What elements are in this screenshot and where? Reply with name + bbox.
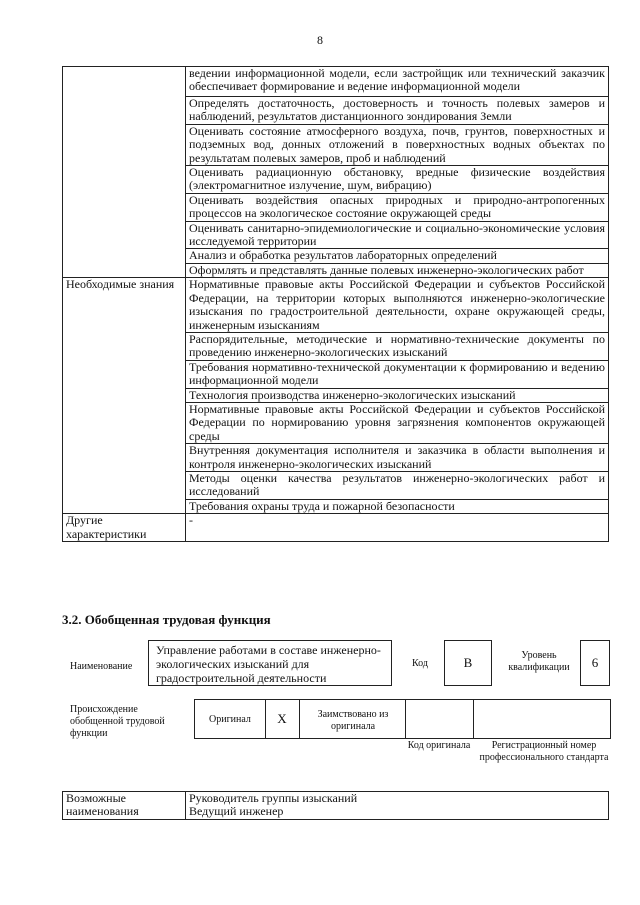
table-row: [63, 67, 609, 97]
level-label: Уровень квалификации: [508, 650, 570, 673]
borrowed-label: Заимствовано из оригинала: [317, 709, 389, 732]
origin-label: Происхождение обобщенной трудовой функции: [70, 704, 165, 739]
possible-names-values: [186, 792, 609, 820]
row-text: Технология производства инженерно-экологических изысканий: [186, 388, 609, 402]
row-text: -: [186, 514, 609, 542]
reg-number-caption: Регистрационный номер профессионального стандарта: [479, 740, 609, 763]
code-value: B: [463, 655, 473, 670]
possible-name-2: Ведущий инженер: [189, 804, 284, 819]
code-label: Код: [412, 658, 428, 669]
row-label: Необходимые знания: [63, 278, 186, 514]
table-row: [63, 514, 609, 542]
row-text: ведении информационной модели, если застройщик или технический заказчик обеспечивает формирование и ведение информационной модели: [186, 67, 609, 97]
level-box: [580, 640, 610, 686]
original-mark: X: [277, 711, 287, 726]
level-value: 6: [591, 655, 599, 670]
section-heading: 3.2. Обобщенная трудовая функция: [62, 612, 271, 627]
row-text: Оформлять и представлять данные полевых инженерно-экологических работ: [186, 263, 609, 277]
row-text: Оценивать радиационную обстановку, вредные физические воздействия (электромагнитное излучение, шум, вибрацию): [186, 166, 609, 194]
row-text: Требования нормативно-технической документации к формированию и ведению информационной модели: [186, 360, 609, 388]
page-number: 8: [317, 33, 323, 47]
row-text: Определять достаточность, достоверность и точность полевых замеров и наблюдений, результатов дистанционного зондирования Земли: [186, 97, 609, 125]
possible-names-label: Возможные наименования: [63, 792, 186, 820]
row-text: Оценивать санитарно-эпидемиологические и социально-экономические условия исследуемой территории: [186, 221, 609, 249]
row-text: Требования охраны труда и пожарной безопасности: [186, 499, 609, 513]
orig-code-caption: Код оригинала: [407, 740, 471, 751]
function-name-box: [148, 640, 392, 686]
original-label: Оригинал: [209, 714, 251, 725]
table-row: [63, 278, 609, 333]
function-name-value: Управление работами в составе инженерно-экологических изысканий для градостроительной деятельности: [156, 643, 381, 685]
row-label: [63, 67, 186, 278]
requirements-table: [62, 66, 609, 542]
possible-names-table: [62, 791, 609, 820]
row-text: Методы оценки качества результатов инженерно-экологических работ и исследований: [186, 471, 609, 499]
row-text: Нормативные правовые акты Российской Федерации и субъектов Российской Федерации по нормированию уровня загрязнения компонентов окружающей среды: [186, 402, 609, 443]
code-box: [444, 640, 492, 686]
row-text: Нормативные правовые акты Российской Федерации и субъектов Российской Федерации, на территории которых выполняются инженерно-экологические изыскания по градостроительной деятельности, охране окружающей среды, инженерным изысканиям: [186, 278, 609, 333]
origin-box: [194, 699, 611, 739]
possible-name-1: Руководитель группы изысканий: [189, 791, 358, 805]
row-text: Распорядительные, методические и нормативно-технические документы по проведению инженерно-экологических изысканий: [186, 332, 609, 360]
row-label: Другие характеристики: [63, 514, 186, 542]
row-text: Анализ и обработка результатов лабораторных определений: [186, 249, 609, 263]
row-text: Внутренняя документация исполнителя и заказчика в области выполнения и контроля инженерно-экологических изысканий: [186, 444, 609, 472]
row-text: Оценивать состояние атмосферного воздуха, почв, грунтов, поверхностных и подземных вод, донных отложений в поверхностных водных объектах по результатам полевых замеров, проб и наблюдений: [186, 124, 609, 165]
name-label: Наименование: [70, 661, 133, 672]
row-text: Оценивать воздействия опасных природных и природно-антропогенных процессов на экологическое состояние окружающей среды: [186, 193, 609, 221]
